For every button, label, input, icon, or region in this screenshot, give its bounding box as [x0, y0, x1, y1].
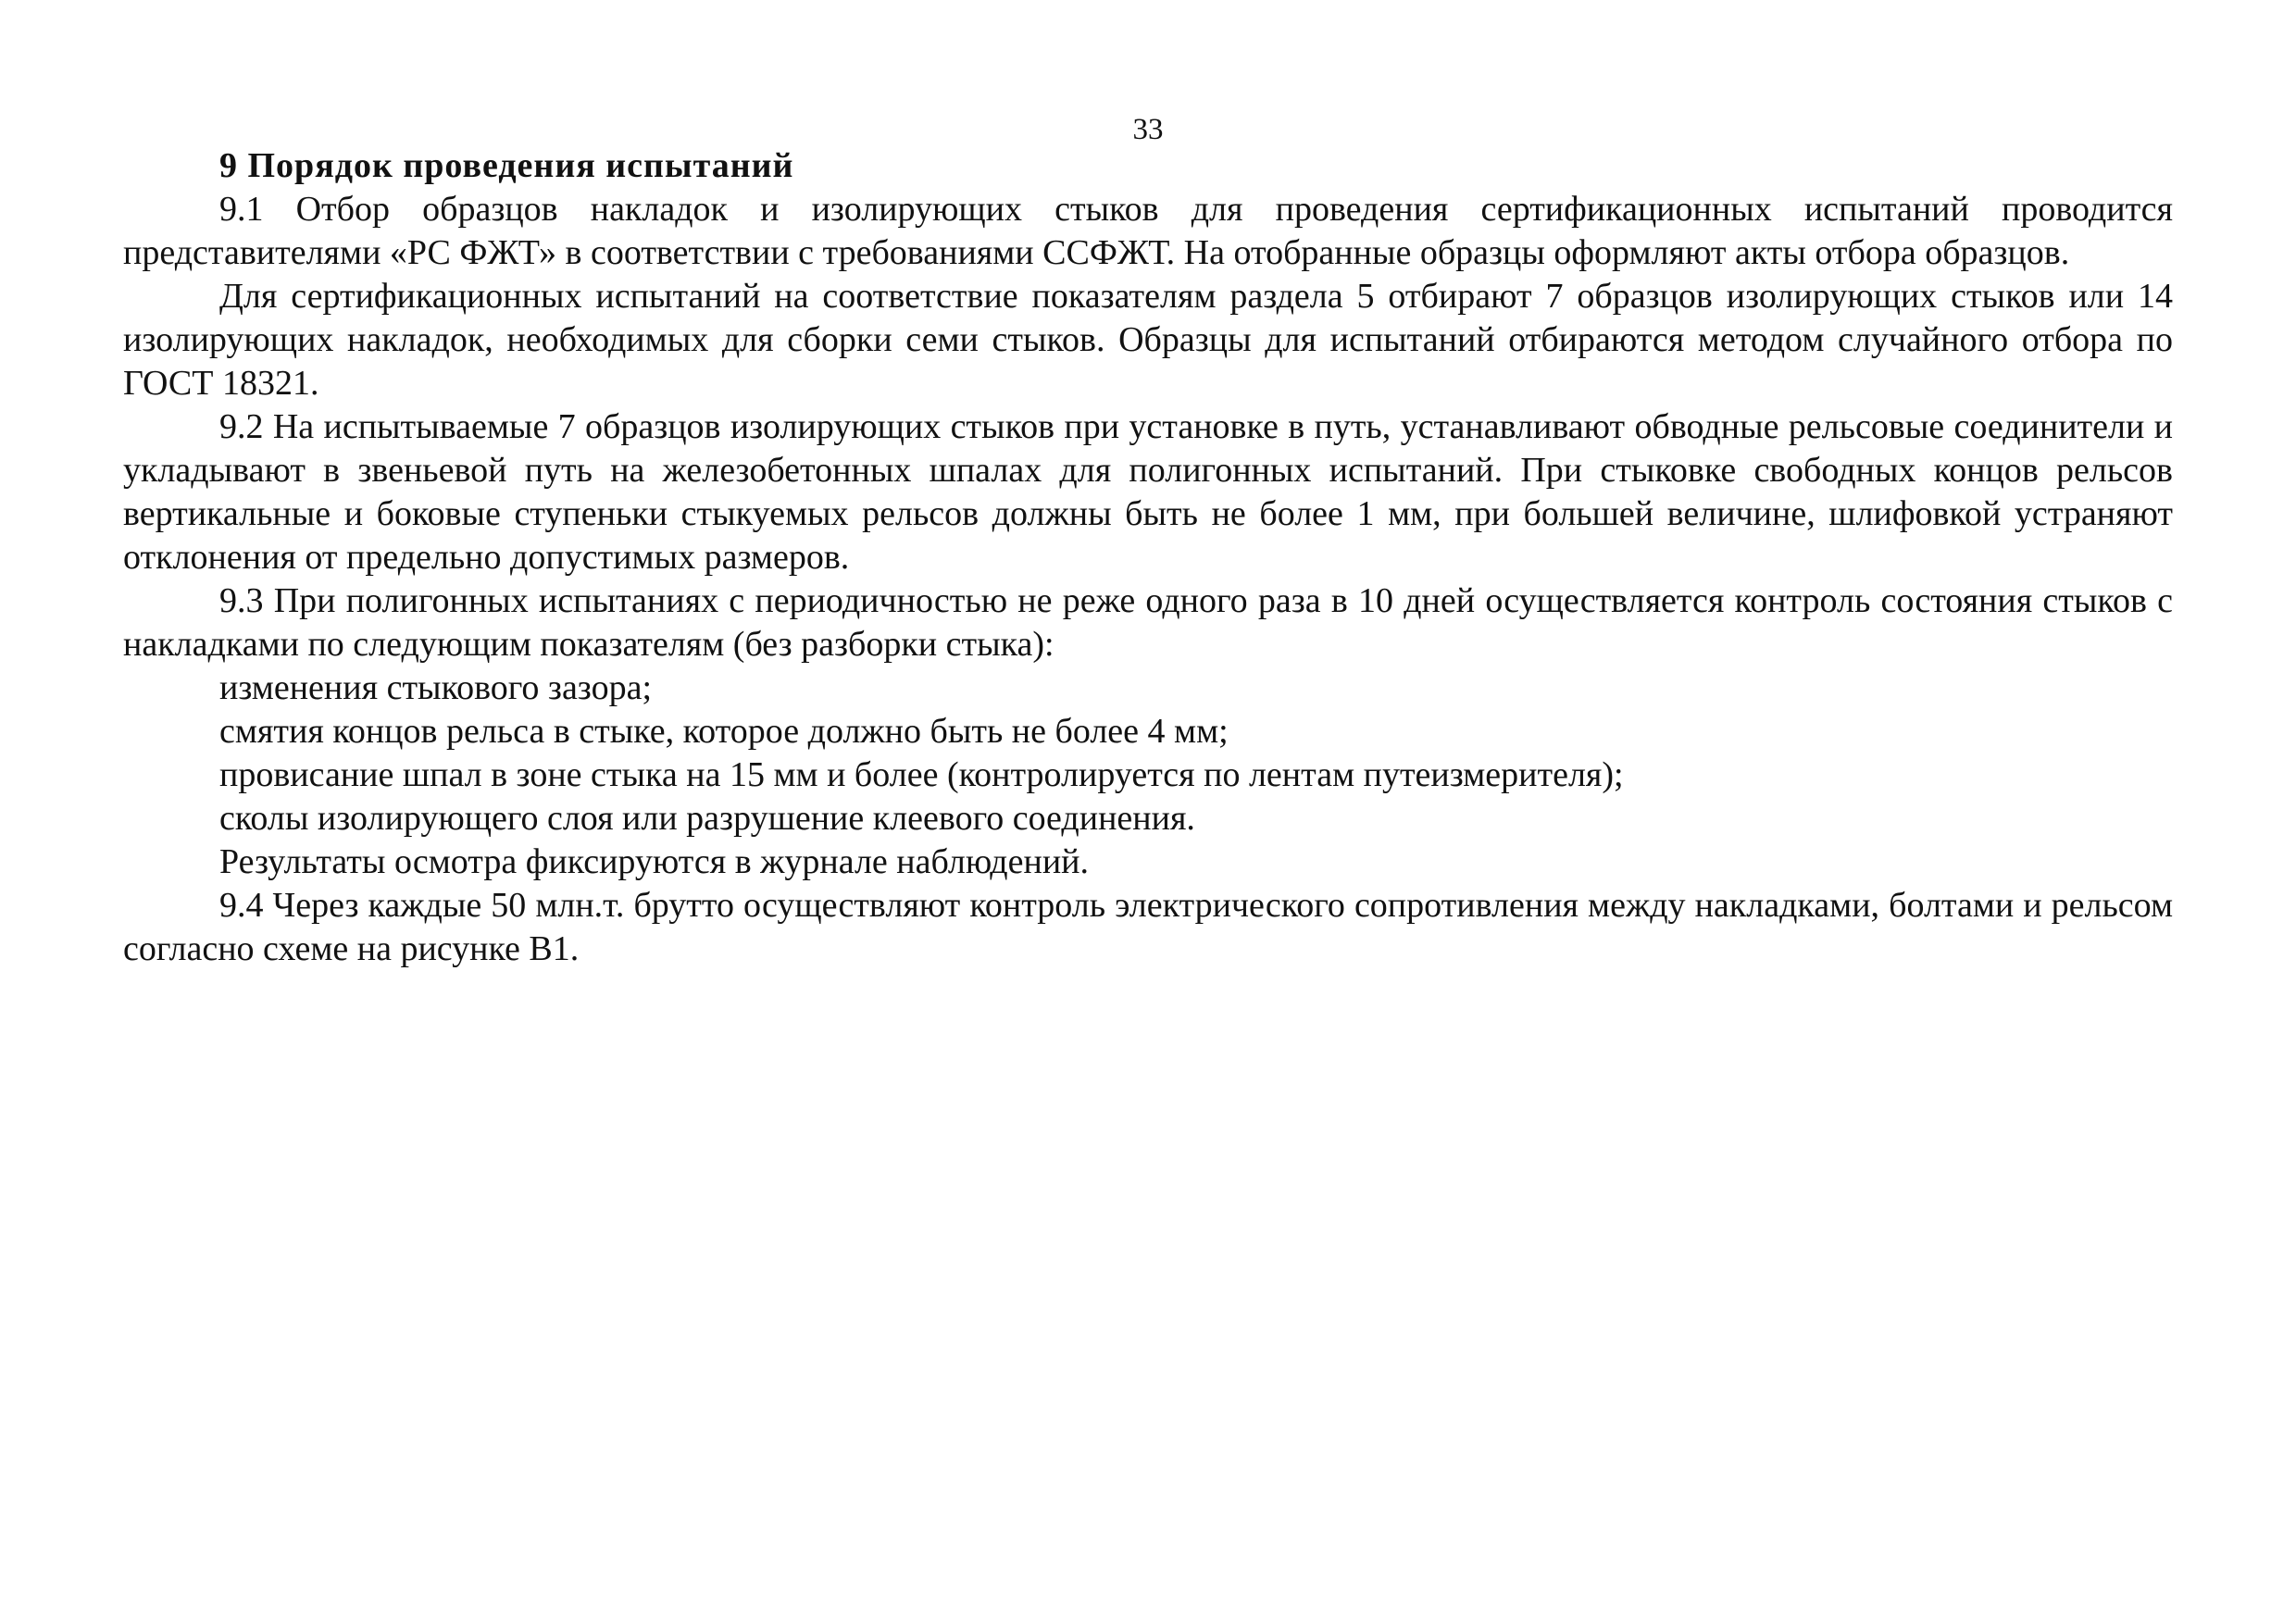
list-item: сколы изолирующего слоя или разрушение клеевого соединения.: [219, 799, 1195, 838]
paragraph-9-3: 9.3 При полигонных испытаниях с периодичностью не реже одного раза в 10 дней осуществляется контроль состояния стыков с накладками по следующим показателям (без разборки стыка):: [123, 581, 2173, 664]
document-body: [123, 144, 2173, 971]
paragraph-9-2: 9.2 На испытываемые 7 образцов изолирующих стыков при установке в путь, устанавливают обводные рельсовые соединители и укладывают в звеньевой путь на железобетонных шпалах для полигонных испытаний. При стыковке свободных концов рельсов вертикальные и боковые ступеньки стыкуемых рельсов должны быть не более 1 мм, при большей величине, шлифовкой устраняют отклонения от предельно допустимых размеров.: [123, 407, 2173, 577]
section-heading: 9 Порядок проведения испытаний: [219, 146, 794, 185]
list-item: изменения стыкового зазора;: [219, 668, 653, 707]
paragraph-sampling: Для сертификационных испытаний на соответствие показателям раздела 5 отбирают 7 образцов изолирующих стыков или 14 изолирующих накладок, необходимых для сборки семи стыков. Образцы для испытаний отбираются методом случайного отбора по ГОСТ 18321.: [123, 277, 2173, 403]
results-note: Результаты осмотра фиксируются в журнале наблюдений.: [219, 842, 1089, 881]
paragraph-9-4: 9.4 Через каждые 50 млн.т. брутто осуществляют контроль электрического сопротивления между накладками, болтами и рельсом согласно схеме на рисунке В1.: [123, 886, 2173, 968]
paragraph-9-1: 9.1 Отбор образцов накладок и изолирующих стыков для проведения сертификационных испытаний проводится представителями «РС ФЖТ» в соответствии с требованиями ССФЖТ. На отобранные образцы оформляют акты отбора образцов.: [123, 190, 2173, 272]
list-item: смятия концов рельса в стыке, которое должно быть не более 4 мм;: [219, 712, 1229, 751]
list-item: провисание шпал в зоне стыка на 15 мм и более (контролируется по лентам путеизмерителя);: [219, 755, 1624, 794]
page-number: 33: [1132, 113, 1164, 146]
